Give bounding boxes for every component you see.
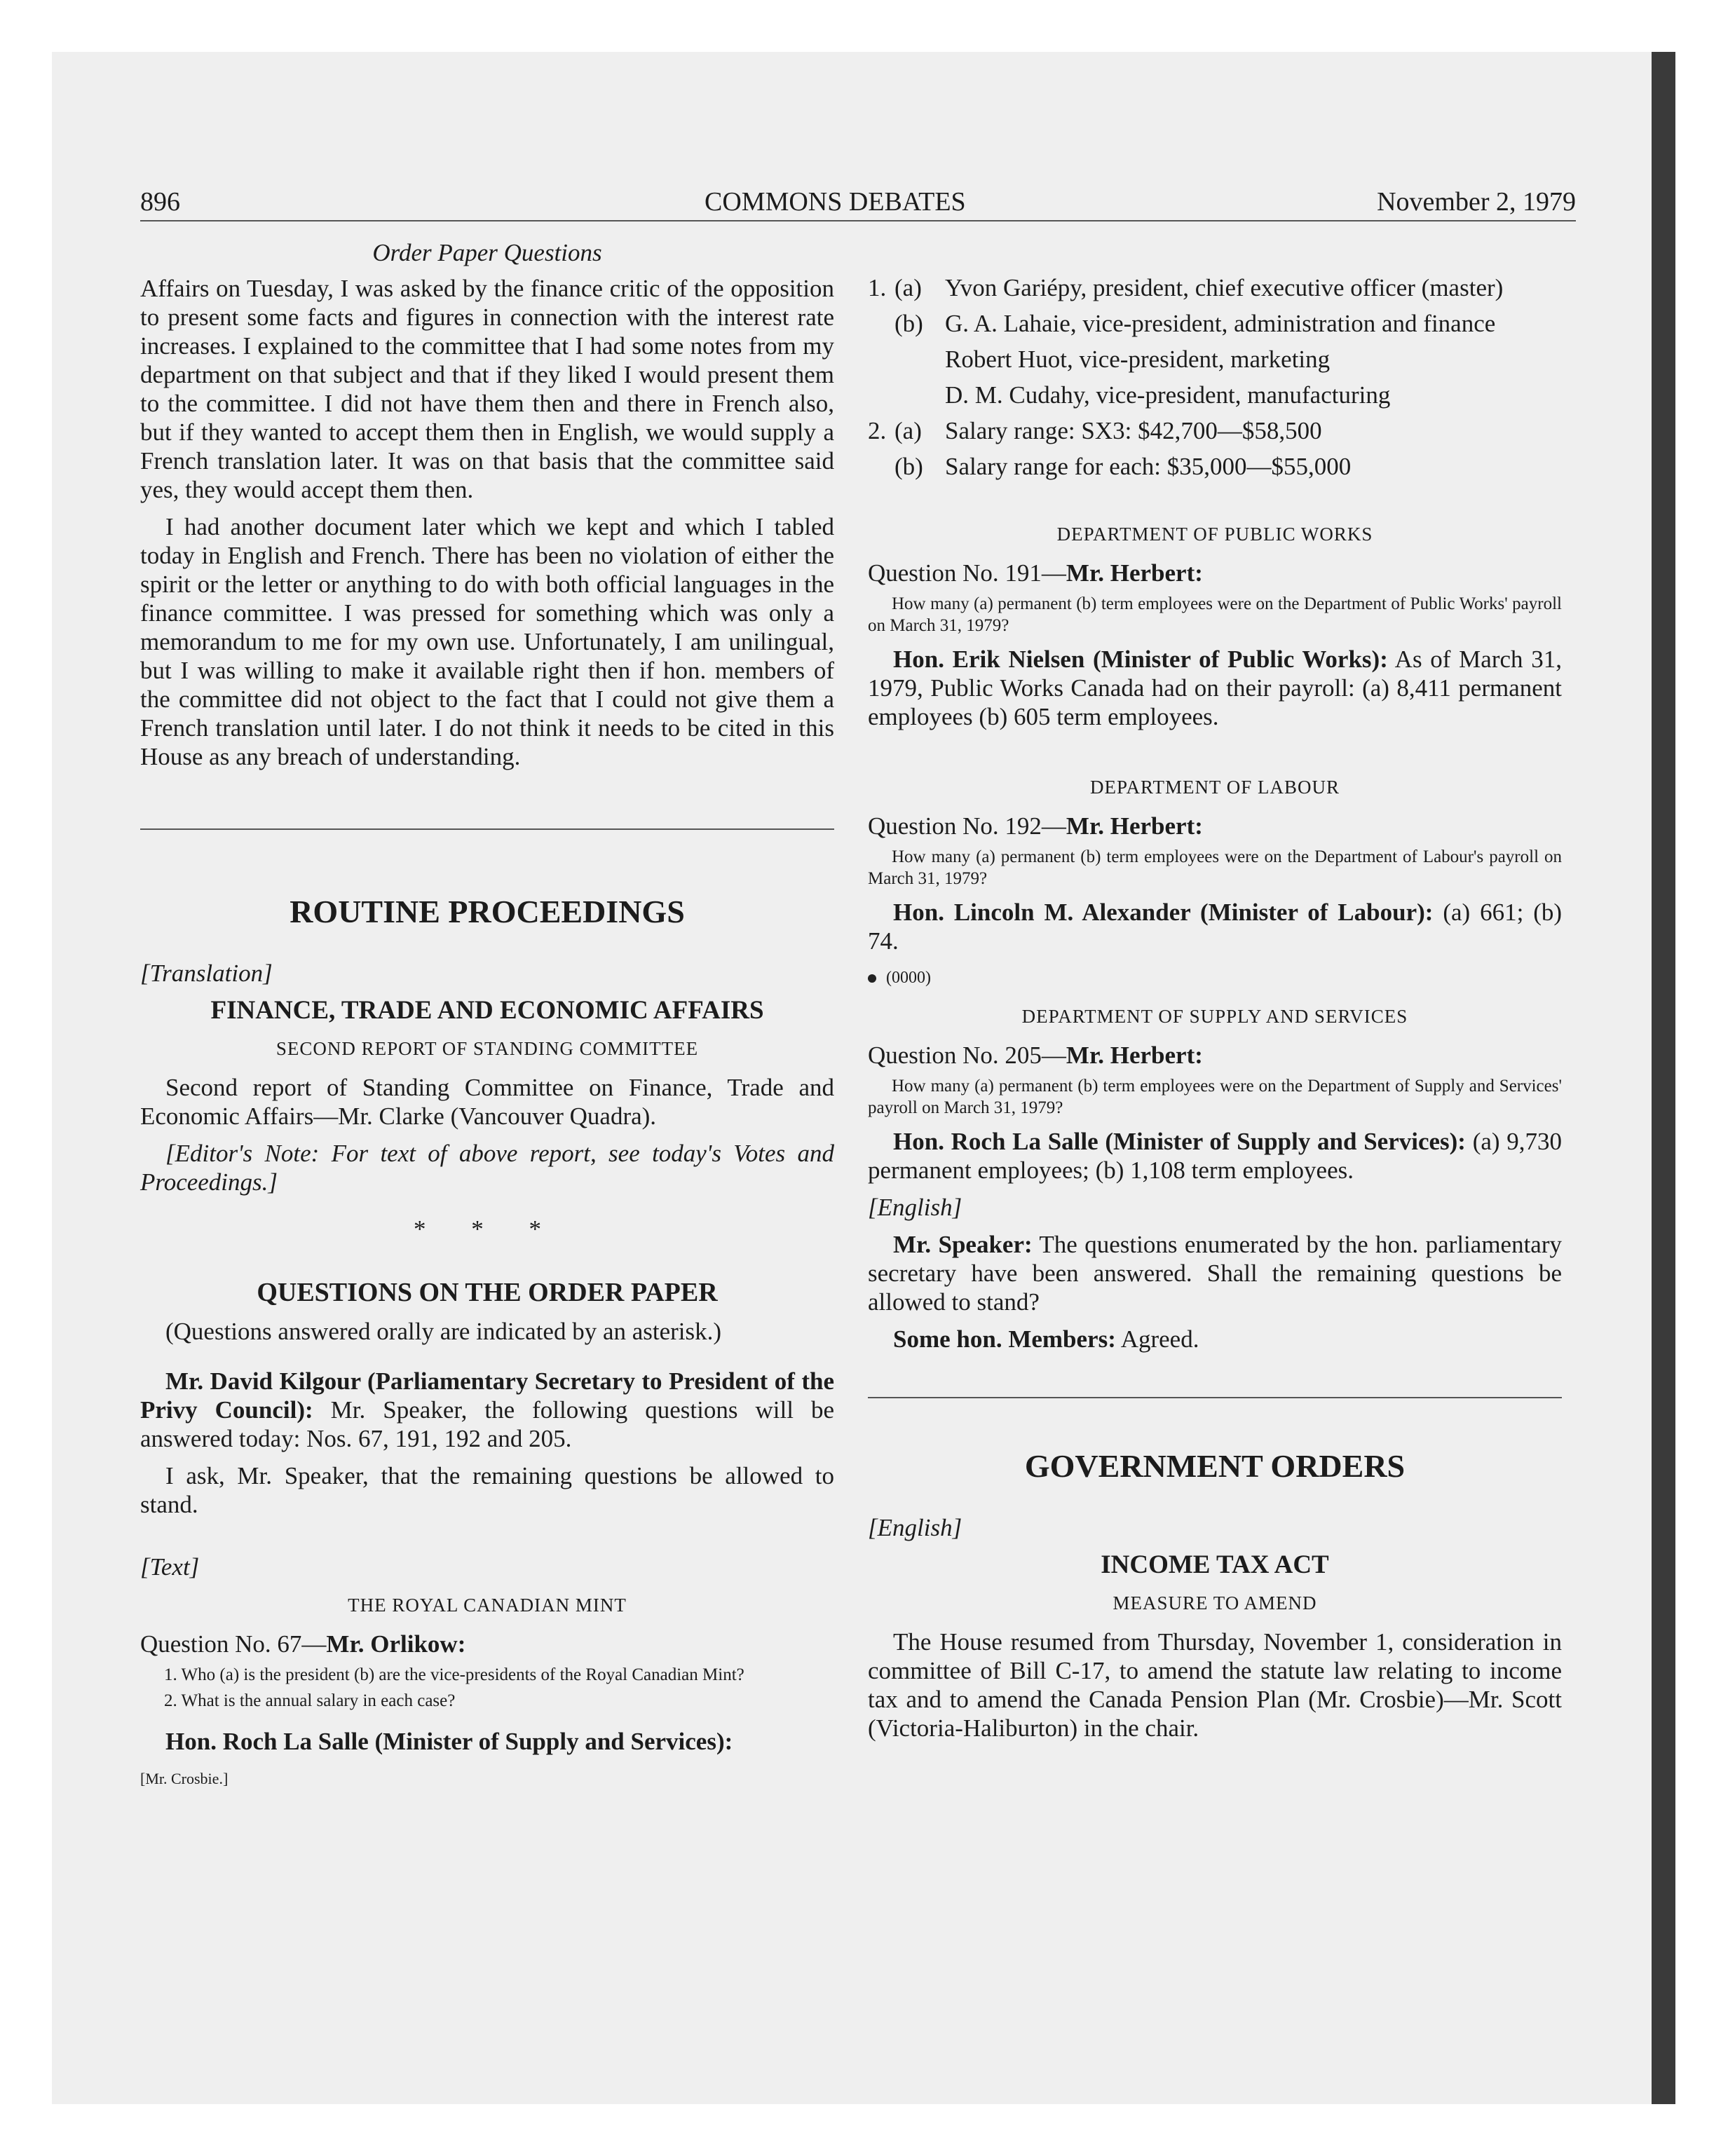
caps-heading: DEPARTMENT OF PUBLIC WORKS xyxy=(1056,524,1373,545)
question-member: Mr. Herbert: xyxy=(1066,559,1203,587)
speech-text: The questions enumerated by the hon. parliamentary secretary have been answered. Shall the remaining questions be allowed to stand? xyxy=(868,1231,1562,1316)
page-number: 896 xyxy=(140,187,180,217)
caps-heading: THE ROYAL CANADIAN MINT xyxy=(348,1595,627,1616)
list-continuation: Robert Huot, vice-president, marketing xyxy=(945,346,1331,373)
section-separator: * * * xyxy=(414,1215,561,1243)
question-text: How many (a) permanent (b) term employees were on the Department of Supply and Services' payroll on March 31, 1979? xyxy=(868,1077,1562,1117)
caps-heading: DEPARTMENT OF SUPPLY AND SERVICES xyxy=(1021,1006,1408,1027)
list-item xyxy=(868,273,1562,302)
list-letter: (a) xyxy=(894,417,922,444)
page-header xyxy=(140,186,1576,221)
list-text: G. A. Lahaie, vice-president, administration and finance xyxy=(945,310,1496,337)
paragraph: (Questions answered orally are indicated by an asterisk.) xyxy=(165,1318,722,1345)
question-line xyxy=(140,1630,834,1658)
speech xyxy=(140,1727,834,1756)
speaker-name: Hon. Roch La Salle (Minister of Supply and Services): xyxy=(165,1728,733,1755)
subsection-title: FINANCE, TRADE AND ECONOMIC AFFAIRS xyxy=(210,996,764,1025)
language-tag: [Translation] xyxy=(140,960,273,987)
caps-heading: MEASURE TO AMEND xyxy=(1113,1592,1317,1613)
caps-heading: DEPARTMENT OF LABOUR xyxy=(1090,777,1340,798)
speech-text: (a) 9,730 permanent employees; (b) 1,108 term employees. xyxy=(868,1128,1562,1184)
question-member: Mr. Herbert: xyxy=(1066,1042,1203,1069)
running-head: Order Paper Questions xyxy=(372,239,602,266)
section-rule xyxy=(868,1397,1562,1398)
bullet-icon xyxy=(868,974,876,983)
speech-text: Mr. Speaker, the following questions will be answered today: Nos. 67, 191, 192 and 205. xyxy=(140,1396,834,1452)
speech xyxy=(140,1367,834,1453)
speech xyxy=(868,645,1562,731)
list-item xyxy=(868,416,1562,445)
publication-title: COMMONS DEBATES xyxy=(705,187,966,217)
speaker-name: Some hon. Members: xyxy=(893,1325,1116,1353)
left-column xyxy=(140,238,834,1793)
list-number: 1. xyxy=(868,274,887,301)
question-member: Mr. Herbert: xyxy=(1066,812,1203,840)
section-title: GOVERNMENT ORDERS xyxy=(1024,1448,1406,1484)
list-number: 2. xyxy=(868,417,887,444)
question-text: How many (a) permanent (b) term employees were on the Department of Public Works' payroll on March 31, 1979? xyxy=(868,594,1562,635)
speech xyxy=(868,1325,1562,1353)
list-text: Salary range: SX3: $42,700—$58,500 xyxy=(945,417,1322,444)
speech xyxy=(868,1127,1562,1185)
scan-edge-shadow xyxy=(1652,52,1675,2104)
header-rule xyxy=(140,220,1576,221)
list-letter: (b) xyxy=(894,453,923,480)
footer-note: [Mr. Crosbie.] xyxy=(140,1770,229,1787)
list-text: Salary range for each: $35,000—$55,000 xyxy=(945,453,1352,480)
question-number: Question No. 67— xyxy=(140,1630,327,1658)
time-marker xyxy=(868,964,1562,992)
paragraph: I ask, Mr. Speaker, that the remaining questions be allowed to stand. xyxy=(140,1462,834,1518)
speaker-name: Hon. Roch La Salle (Minister of Supply and Services): xyxy=(893,1128,1466,1155)
speech xyxy=(868,1230,1562,1316)
language-tag: [English] xyxy=(868,1514,962,1541)
language-tag: [Text] xyxy=(140,1553,200,1581)
section-title: ROUTINE PROCEEDINGS xyxy=(290,894,685,929)
question-number: Question No. 205— xyxy=(868,1042,1066,1069)
question-line xyxy=(868,812,1562,840)
speech-text: Agreed. xyxy=(1120,1325,1199,1353)
list-letter: (a) xyxy=(894,274,922,301)
question-number: Question No. 191— xyxy=(868,559,1066,587)
question-member: Mr. Orlikow: xyxy=(326,1630,466,1658)
question-text: 1. Who (a) is the president (b) are the vice-presidents of the Royal Canadian Mint? xyxy=(164,1665,744,1684)
speaker-name: Mr. Speaker: xyxy=(893,1231,1033,1258)
speech-text: (a) 661; (b) 74. xyxy=(868,899,1562,955)
paragraph: Second report of Standing Committee on Finance, Trade and Economic Affairs—Mr. Clarke (Vancouver Quadra). xyxy=(140,1074,834,1130)
question-line xyxy=(868,1041,1562,1070)
list-letter: (b) xyxy=(894,310,923,337)
question-text: 2. What is the annual salary in each case? xyxy=(164,1691,456,1710)
caps-heading: SECOND REPORT OF STANDING COMMITTEE xyxy=(275,1038,699,1059)
question-text: How many (a) permanent (b) term employees were on the Department of Labour's payroll on March 31, 1979? xyxy=(868,847,1562,888)
speaker-name: Hon. Erik Nielsen (Minister of Public Works): xyxy=(893,646,1388,673)
paragraph: Affairs on Tuesday, I was asked by the finance critic of the opposition to present some facts and figures in connection with the interest rate increases. I explained to the committee that I had some notes from my department on that subject and that if they liked I would present them to the committee. I did not have them then and there in French also, but if they wanted to accept them then in English, we would supply a French translation later. It was on that basis that the committee said yes, they would accept them then. xyxy=(140,275,834,503)
time-stamp: (0000) xyxy=(886,969,931,987)
paragraph: I had another document later which we kept and which I tabled today in English and French. There has been no violation of either the spirit or the letter or anything to do with both official languages in the finance committee. I was pressed for something which was only a memorandum to me for my own use. Unfortunately, I am unilingual, but I was willing to make it available right then if hon. members of the committee did not object to the fact that I could not give them a French translation until later. I do not think it needs to be cited in this House as any breach of understanding. xyxy=(140,513,834,770)
list-item xyxy=(868,452,1562,481)
speaker-name: Mr. David Kilgour (Parliamentary Secretary to President of the Privy Council): xyxy=(140,1367,834,1424)
right-column xyxy=(868,273,1562,1751)
list-text: Yvon Gariépy, president, chief executive officer (master) xyxy=(945,274,1504,301)
list-continuation: D. M. Cudahy, vice-president, manufacturing xyxy=(945,381,1391,409)
question-line xyxy=(868,559,1562,587)
speech-text: As of March 31, 1979, Public Works Canada had on their payroll: (a) 8,411 permanent employees (b) 605 term employees. xyxy=(868,646,1562,730)
list-item xyxy=(868,309,1562,338)
paragraph: The House resumed from Thursday, November 1, consideration in committee of Bill C-17, to amend the statute law relating to income tax and to amend the Canada Pension Plan (Mr. Crosbie)—Mr. Scott (Victoria-Haliburton) in the chair. xyxy=(868,1628,1562,1742)
header-date: November 2, 1979 xyxy=(1377,187,1576,217)
speaker-name: Hon. Lincoln M. Alexander (Minister of Labour): xyxy=(893,899,1434,926)
speech xyxy=(868,898,1562,955)
section-rule xyxy=(140,828,834,830)
question-number: Question No. 192— xyxy=(868,812,1066,840)
subsection-title: INCOME TAX ACT xyxy=(1101,1550,1329,1579)
editor-note: [Editor's Note: For text of above report, see today's Votes and Proceedings.] xyxy=(140,1140,834,1196)
language-tag: [English] xyxy=(868,1194,962,1221)
subsection-title: QUESTIONS ON THE ORDER PAPER xyxy=(257,1278,718,1307)
